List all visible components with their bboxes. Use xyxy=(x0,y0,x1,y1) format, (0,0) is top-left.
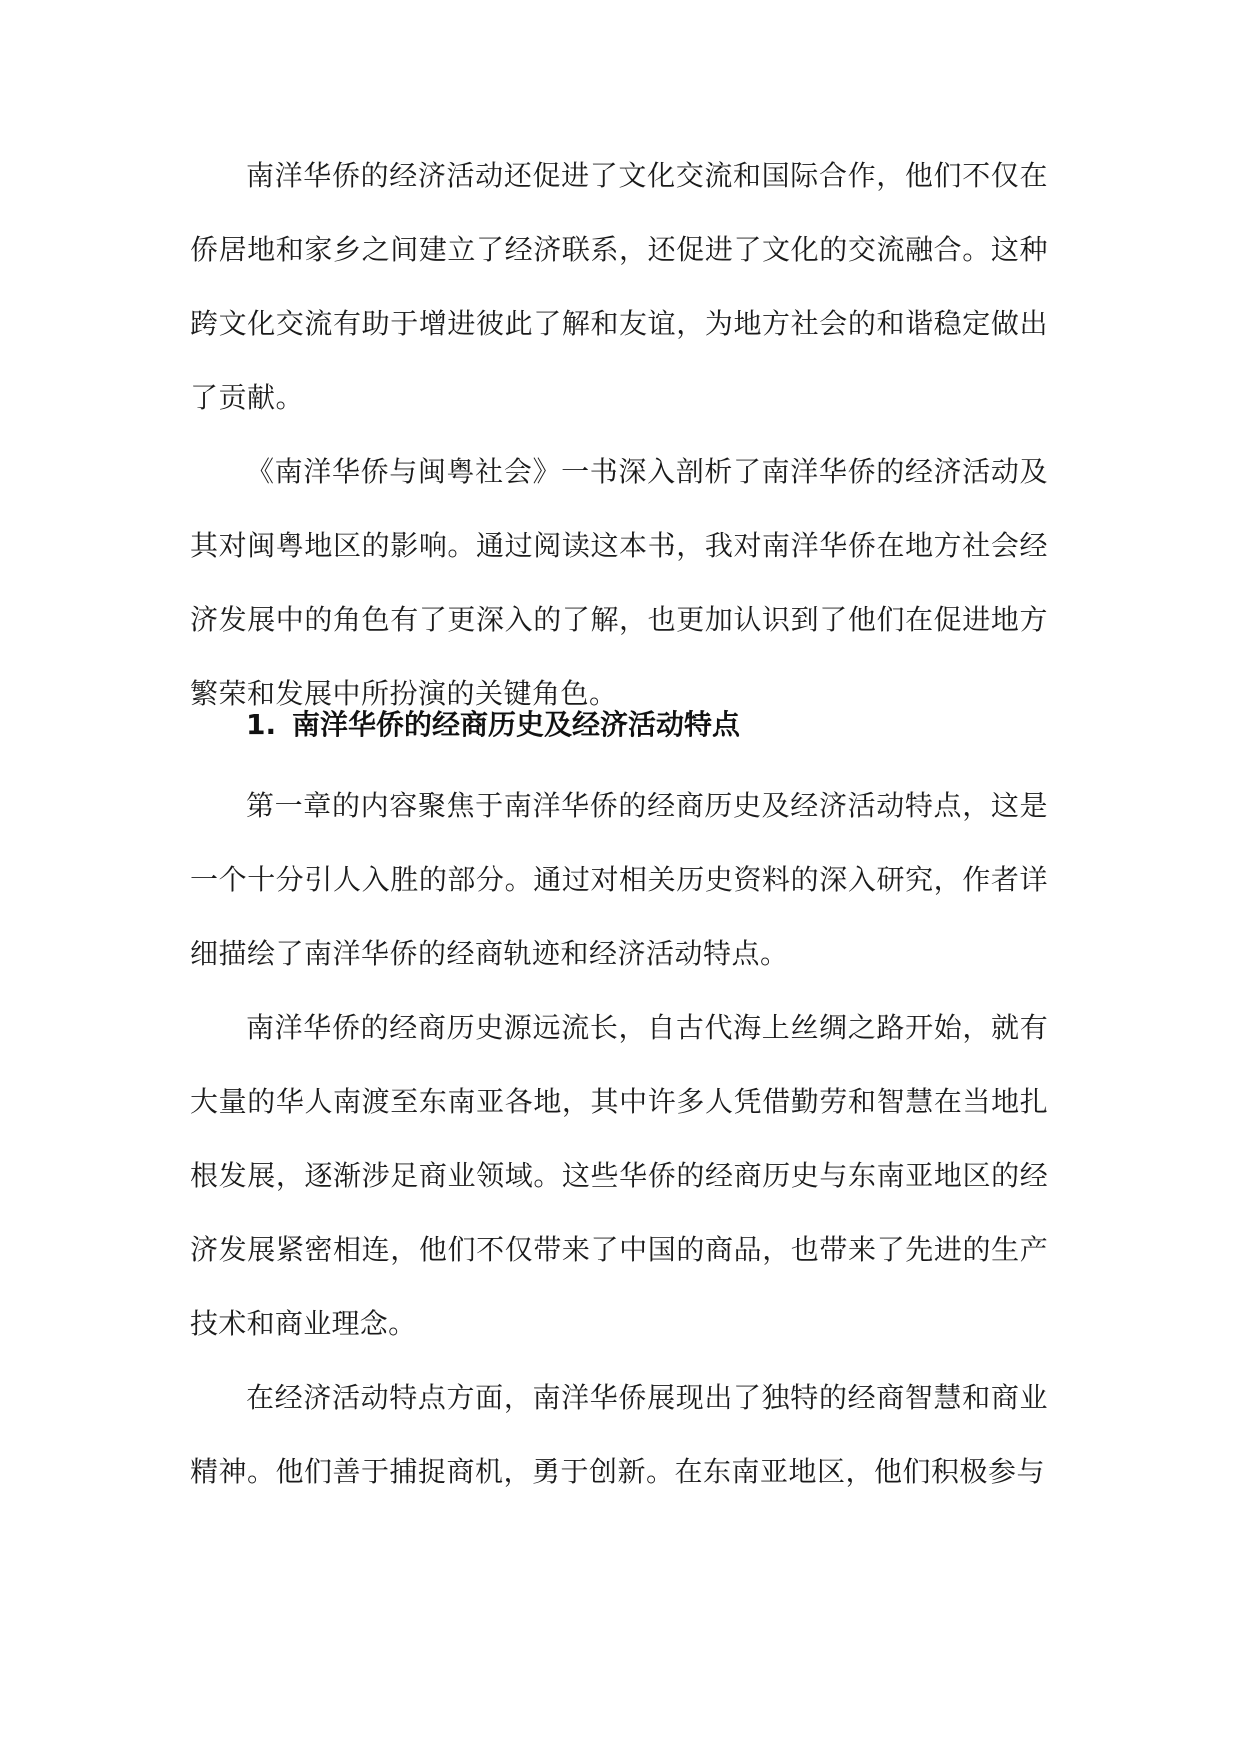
section-heading xyxy=(246,705,740,745)
paragraph-block-3 xyxy=(190,769,1048,991)
paragraph-block-2 xyxy=(190,435,1048,731)
paragraph-block-1 xyxy=(190,139,1048,435)
section-number: 1. xyxy=(246,708,277,741)
paragraph: 南洋华侨的经商历史源远流长，自古代海上丝绸之路开始，就有大量的华人南渡至东南亚各地，其中许多人凭借勤劳和智慧在当地扎根发展，逐渐涉足商业领域。这些华侨的经商历史与东南亚地区的经济发展紧密相连，他们不仅带来了中国的商品，也带来了先进的生产技术和商业理念。 xyxy=(190,1011,1048,1340)
paragraph-block-4 xyxy=(190,991,1048,1361)
paragraph: 第一章的内容聚焦于南洋华侨的经商历史及经济活动特点，这是一个十分引人入胜的部分。通过对相关历史资料的深入研究，作者详细描绘了南洋华侨的经商轨迹和经济活动特点。 xyxy=(190,789,1048,970)
paragraph: 南洋华侨的经济活动还促进了文化交流和国际合作，他们不仅在侨居地和家乡之间建立了经济联系，还促进了文化的交流融合。这种跨文化交流有助于增进彼此了解和友谊，为地方社会的和谐稳定做出了贡献。 xyxy=(190,159,1048,414)
section-title: 南洋华侨的经商历史及经济活动特点 xyxy=(292,708,741,741)
paragraph: 《南洋华侨与闽粤社会》一书深入剖析了南洋华侨的经济活动及其对闽粤地区的影响。通过阅读这本书，我对南洋华侨在地方社会经济发展中的角色有了更深入的了解，也更加认识到了他们在促进地方繁荣和发展中所扮演的关键角色。 xyxy=(190,455,1048,710)
paragraph: 在经济活动特点方面，南洋华侨展现出了独特的经商智慧和商业精神。他们善于捕捉商机，勇于创新。在东南亚地区，他们积极参与 xyxy=(190,1381,1048,1488)
paragraph-block-5 xyxy=(190,1361,1048,1509)
